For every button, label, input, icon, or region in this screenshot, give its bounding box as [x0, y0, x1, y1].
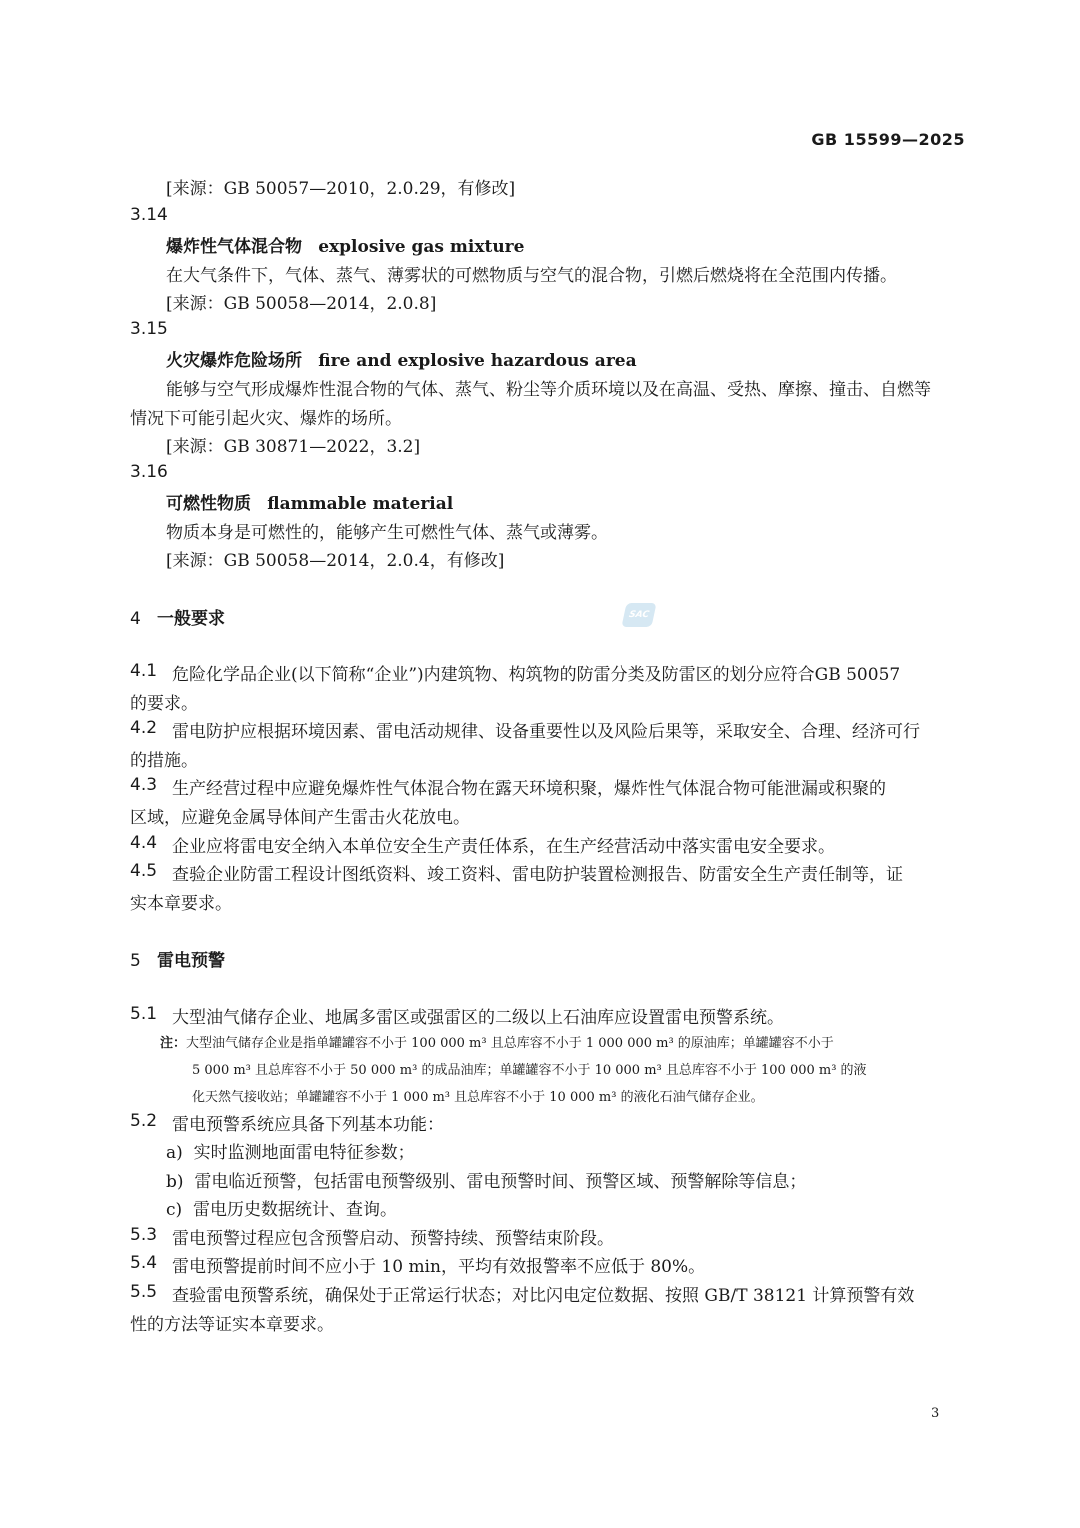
clause-5-3-text: 雷电预警过程应包含预警启动、预警持续、预警结束阶段。: [172, 1229, 614, 1249]
clause-number-4-3: 4.3: [130, 775, 158, 795]
list-item-b: [166, 1168, 806, 1197]
clause-number-4-4: 4.4: [130, 833, 158, 853]
clause-4-3-line1: 生产经营过程中应避免爆炸性气体混合物在露天环境积聚，爆炸性气体混合物可能泄漏或积聚的: [172, 779, 886, 799]
clause-number-4-2: 4.2: [130, 718, 158, 738]
definition-3-15-line2: 情况下可能引起火灾、爆炸的场所。: [130, 409, 402, 429]
term-title-3-14: [166, 233, 524, 262]
clause-number-4-5: 4.5: [130, 861, 158, 881]
list-label: c): [166, 1200, 183, 1220]
list-text: 雷电临近预警，包括雷电预警级别、雷电预警时间、预警区域、预警解除等信息；: [194, 1172, 807, 1192]
sac-watermark-logo: SAC: [621, 603, 656, 627]
term-en: fire and explosive hazardous area: [318, 351, 637, 371]
section-number: 4: [130, 609, 141, 629]
term-en: flammable material: [267, 494, 454, 514]
clause-5-5-line1: 查验雷电预警系统，确保处于正常运行状态；对比闪电定位数据、按照 GB/T 38121 计算预警有效: [172, 1286, 915, 1306]
list-label: a): [166, 1143, 183, 1163]
clause-4-5-line2: 实本章要求。: [130, 894, 232, 914]
clause-4-5-line1: 查验企业防雷工程设计图纸资料、竣工资料、雷电防护装置检测报告、防雷安全生产责任制等，证: [172, 865, 903, 885]
source-3-15: [来源：GB 30871—2022，3.2]: [166, 437, 421, 457]
clause-4-2-line2: 的措施。: [130, 751, 198, 771]
clause-5-2-text: 雷电预警系统应具备下列基本功能：: [172, 1115, 444, 1135]
note-line2: 5 000 m³ 且总库容不小于 50 000 m³ 的成品油库；单罐罐容不小于 10 000 m³ 且总库容不小于 100 000 m³ 的液: [192, 1063, 867, 1078]
list-text: 实时监测地面雷电特征参数；: [193, 1143, 415, 1163]
note-line1: 大型油气储存企业是指单罐罐容不小于 100 000 m³ 且总库容不小于 1 000 000 m³ 的原油库；单罐罐容不小于: [186, 1036, 834, 1051]
page-number: 3: [931, 1406, 940, 1421]
source-3-14: [来源：GB 50058—2014，2.0.8]: [166, 294, 437, 314]
list-text: 雷电历史数据统计、查询。: [192, 1200, 397, 1220]
list-item-a: [166, 1139, 415, 1168]
term-cn: 可燃性物质: [166, 494, 251, 514]
section-title: 一般要求: [157, 609, 226, 629]
term-title-3-15: [166, 347, 637, 376]
definition-3-16: 物质本身是可燃性的，能够产生可燃性气体、蒸气或薄雾。: [166, 523, 608, 543]
list-label: b): [166, 1172, 184, 1192]
clause-4-2-line1: 雷电防护应根据环境因素、雷电活动规律、设备重要性以及风险后果等，采取安全、合理、经济可行: [172, 722, 920, 742]
term-cn: 爆炸性气体混合物: [166, 237, 302, 257]
clause-5-4-text: 雷电预警提前时间不应小于 10 min，平均有效报警率不应低于 80%。: [172, 1257, 706, 1277]
clause-number-5-5: 5.5: [130, 1282, 158, 1302]
clause-number-5-2: 5.2: [130, 1111, 158, 1131]
clause-number-5-1: 5.1: [130, 1004, 158, 1024]
clause-4-3-line2: 区域，应避免金属导体间产生雷击火花放电。: [130, 808, 470, 828]
section-4-heading: [130, 604, 225, 629]
source-3-13: [来源：GB 50057—2010，2.0.29，有修改]: [166, 179, 516, 199]
clause-5-5-line2: 性的方法等证实本章要求。: [130, 1315, 334, 1335]
standard-number: GB 15599—2025: [811, 130, 965, 149]
term-cn: 火灾爆炸危险场所: [166, 351, 302, 371]
section-5-heading: [130, 946, 225, 971]
clause-number-5-3: 5.3: [130, 1225, 158, 1245]
definition-3-15-line1: 能够与空气形成爆炸性混合物的气体、蒸气、粉尘等介质环境以及在高温、受热、摩擦、撞击、自燃等: [166, 380, 931, 400]
section-title: 雷电预警: [157, 951, 226, 971]
section-number: 5: [130, 951, 141, 971]
clause-number-4-1: 4.1: [130, 661, 158, 681]
term-title-3-16: [166, 490, 453, 519]
definition-3-14: 在大气条件下，气体、蒸气、薄雾状的可燃物质与空气的混合物，引燃后燃烧将在全范围内传播。: [166, 266, 897, 286]
term-number-3-14: 3.14: [130, 205, 168, 225]
clause-5-1-text: 大型油气储存企业、地属多雷区或强雷区的二级以上石油库应设置雷电预警系统。: [172, 1008, 784, 1028]
clause-number-5-4: 5.4: [130, 1253, 158, 1273]
clause-4-1-line2: 的要求。: [130, 694, 198, 714]
note-label: [160, 1030, 834, 1057]
list-item-c: [166, 1196, 397, 1225]
note-line3: 化天然气接收站；单罐罐容不小于 1 000 m³ 且总库容不小于 10 000 m³ 的液化石油气储存企业。: [192, 1090, 764, 1105]
clause-4-4-line1: 企业应将雷电安全纳入本单位安全生产责任体系，在生产经营活动中落实雷电安全要求。: [172, 837, 835, 857]
term-number-3-16: 3.16: [130, 462, 168, 482]
term-number-3-15: 3.15: [130, 319, 168, 339]
clause-4-1-line1: 危险化学品企业(以下简称“企业”)内建筑物、构筑物的防雷分类及防雷区的划分应符合GB 50057: [172, 665, 901, 685]
source-3-16: [来源：GB 50058—2014，2.0.4，有修改]: [166, 551, 505, 571]
term-en: explosive gas mixture: [318, 237, 525, 257]
note-prefix: 注：: [160, 1036, 187, 1051]
